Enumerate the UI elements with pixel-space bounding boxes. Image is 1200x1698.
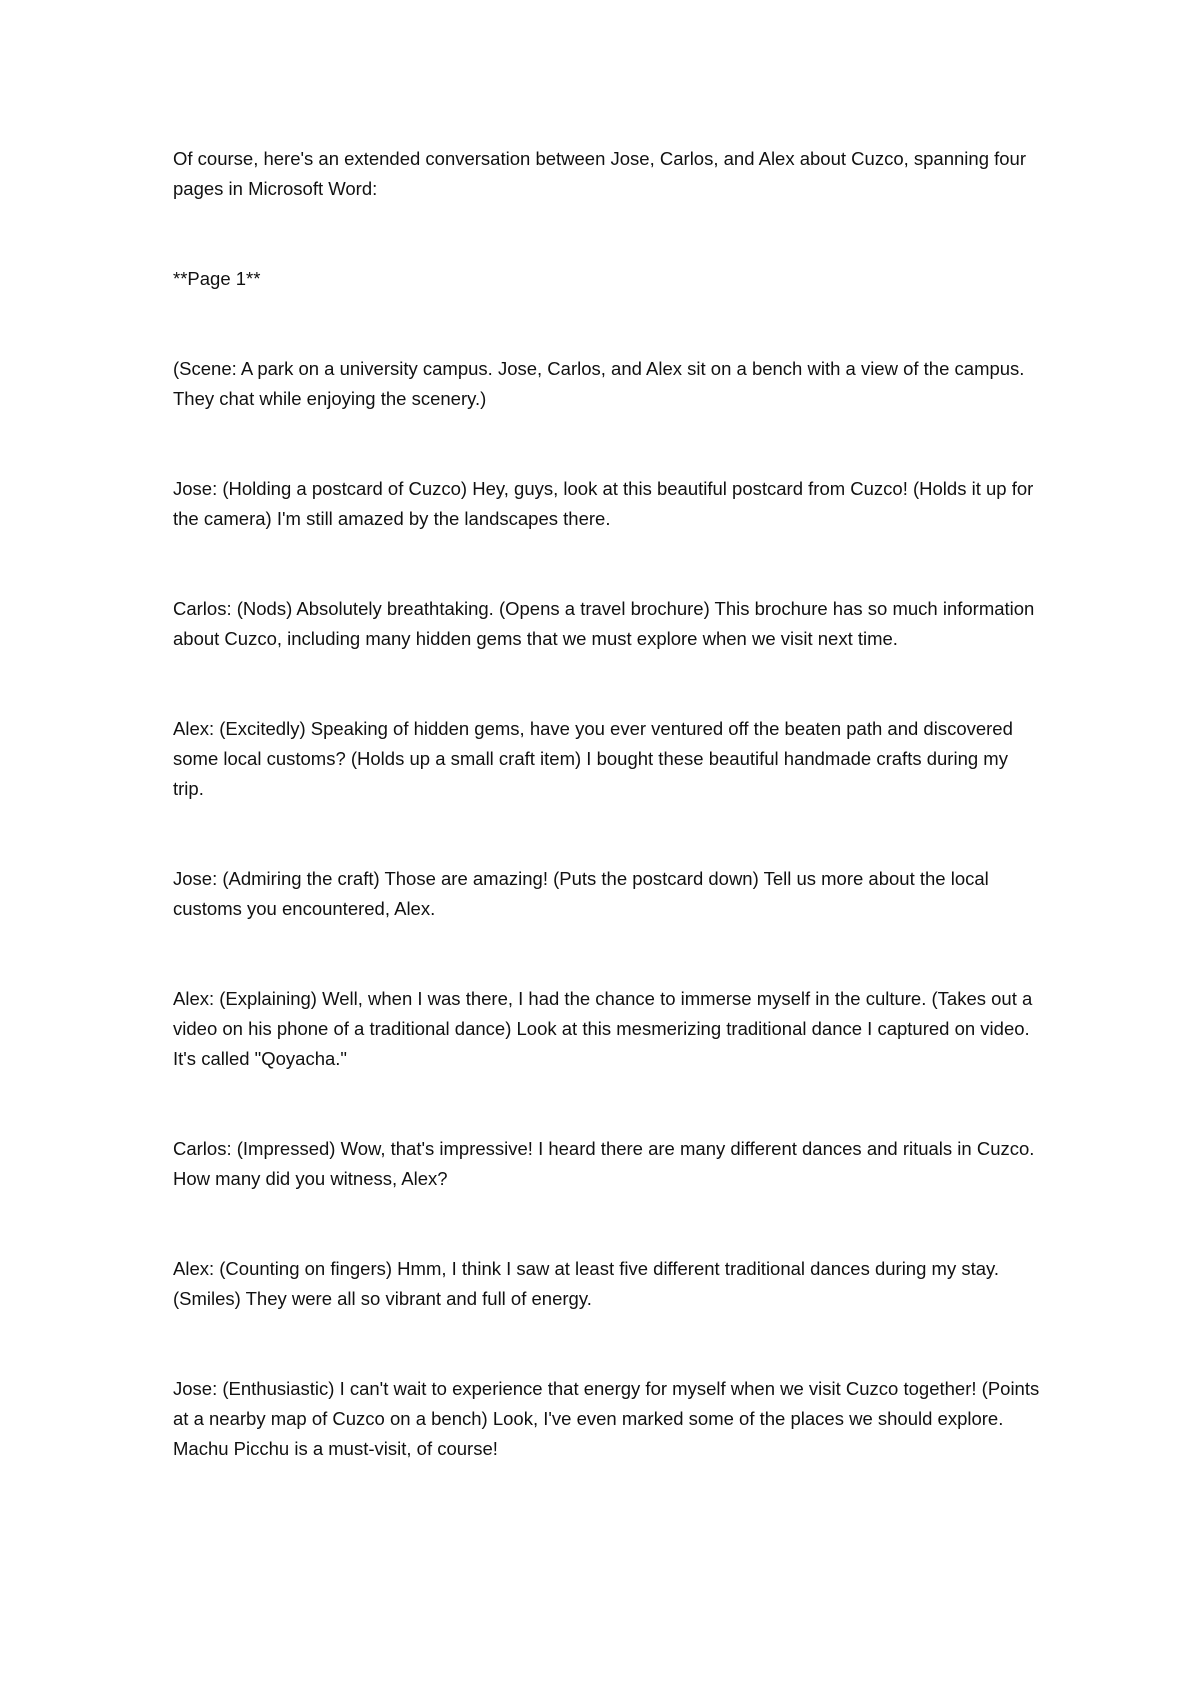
dialogue-paragraph: Jose: (Admiring the craft) Those are amazing! (Puts the postcard down) Tell us more about the local customs you encountered, Alex. [173,868,989,919]
dialogue-paragraph: Alex: (Explaining) Well, when I was there, I had the chance to immerse myself in the culture. (Takes out a video on his phone of a traditional dance) Look at this mesmerizing traditional dance I captured on video. It's called "Qoyacha." [173,988,1033,1069]
document-body [173,144,1043,1524]
dialogue-paragraph: Carlos: (Impressed) Wow, that's impressive! I heard there are many different dances and rituals in Cuzco. How many did you witness, Alex? [173,1138,1035,1189]
dialogue-paragraph: Jose: (Holding a postcard of Cuzco) Hey, guys, look at this beautiful postcard from Cuzco! (Holds it up for the camera) I'm still amazed by the landscapes there. [173,478,1034,529]
dialogue-paragraph: Alex: (Counting on fingers) Hmm, I think I saw at least five different traditional dances during my stay. (Smiles) They were all so vibrant and full of energy. [173,1258,1000,1309]
dialogue-paragraph: Jose: (Enthusiastic) I can't wait to experience that energy for myself when we visit Cuzco together! (Points at a nearby map of Cuzco on a bench) Look, I've even marked some of the places we should explore. Machu Picchu is a must-visit, of course! [173,1378,1040,1459]
dialogue-paragraph: Alex: (Excitedly) Speaking of hidden gems, have you ever ventured off the beaten path and discovered some local customs? (Holds up a small craft item) I bought these beautiful handmade crafts during my trip. [173,718,1013,799]
page-heading: **Page 1** [173,268,261,289]
intro-paragraph: Of course, here's an extended conversation between Jose, Carlos, and Alex about Cuzco, spanning four pages in Microsoft Word: [173,148,1026,199]
scene-paragraph: (Scene: A park on a university campus. Jose, Carlos, and Alex sit on a bench with a view of the campus. They chat while enjoying the scenery.) [173,358,1025,409]
dialogue-paragraph: Carlos: (Nods) Absolutely breathtaking. (Opens a travel brochure) This brochure has so much information about Cuzco, including many hidden gems that we must explore when we visit next time. [173,598,1035,649]
